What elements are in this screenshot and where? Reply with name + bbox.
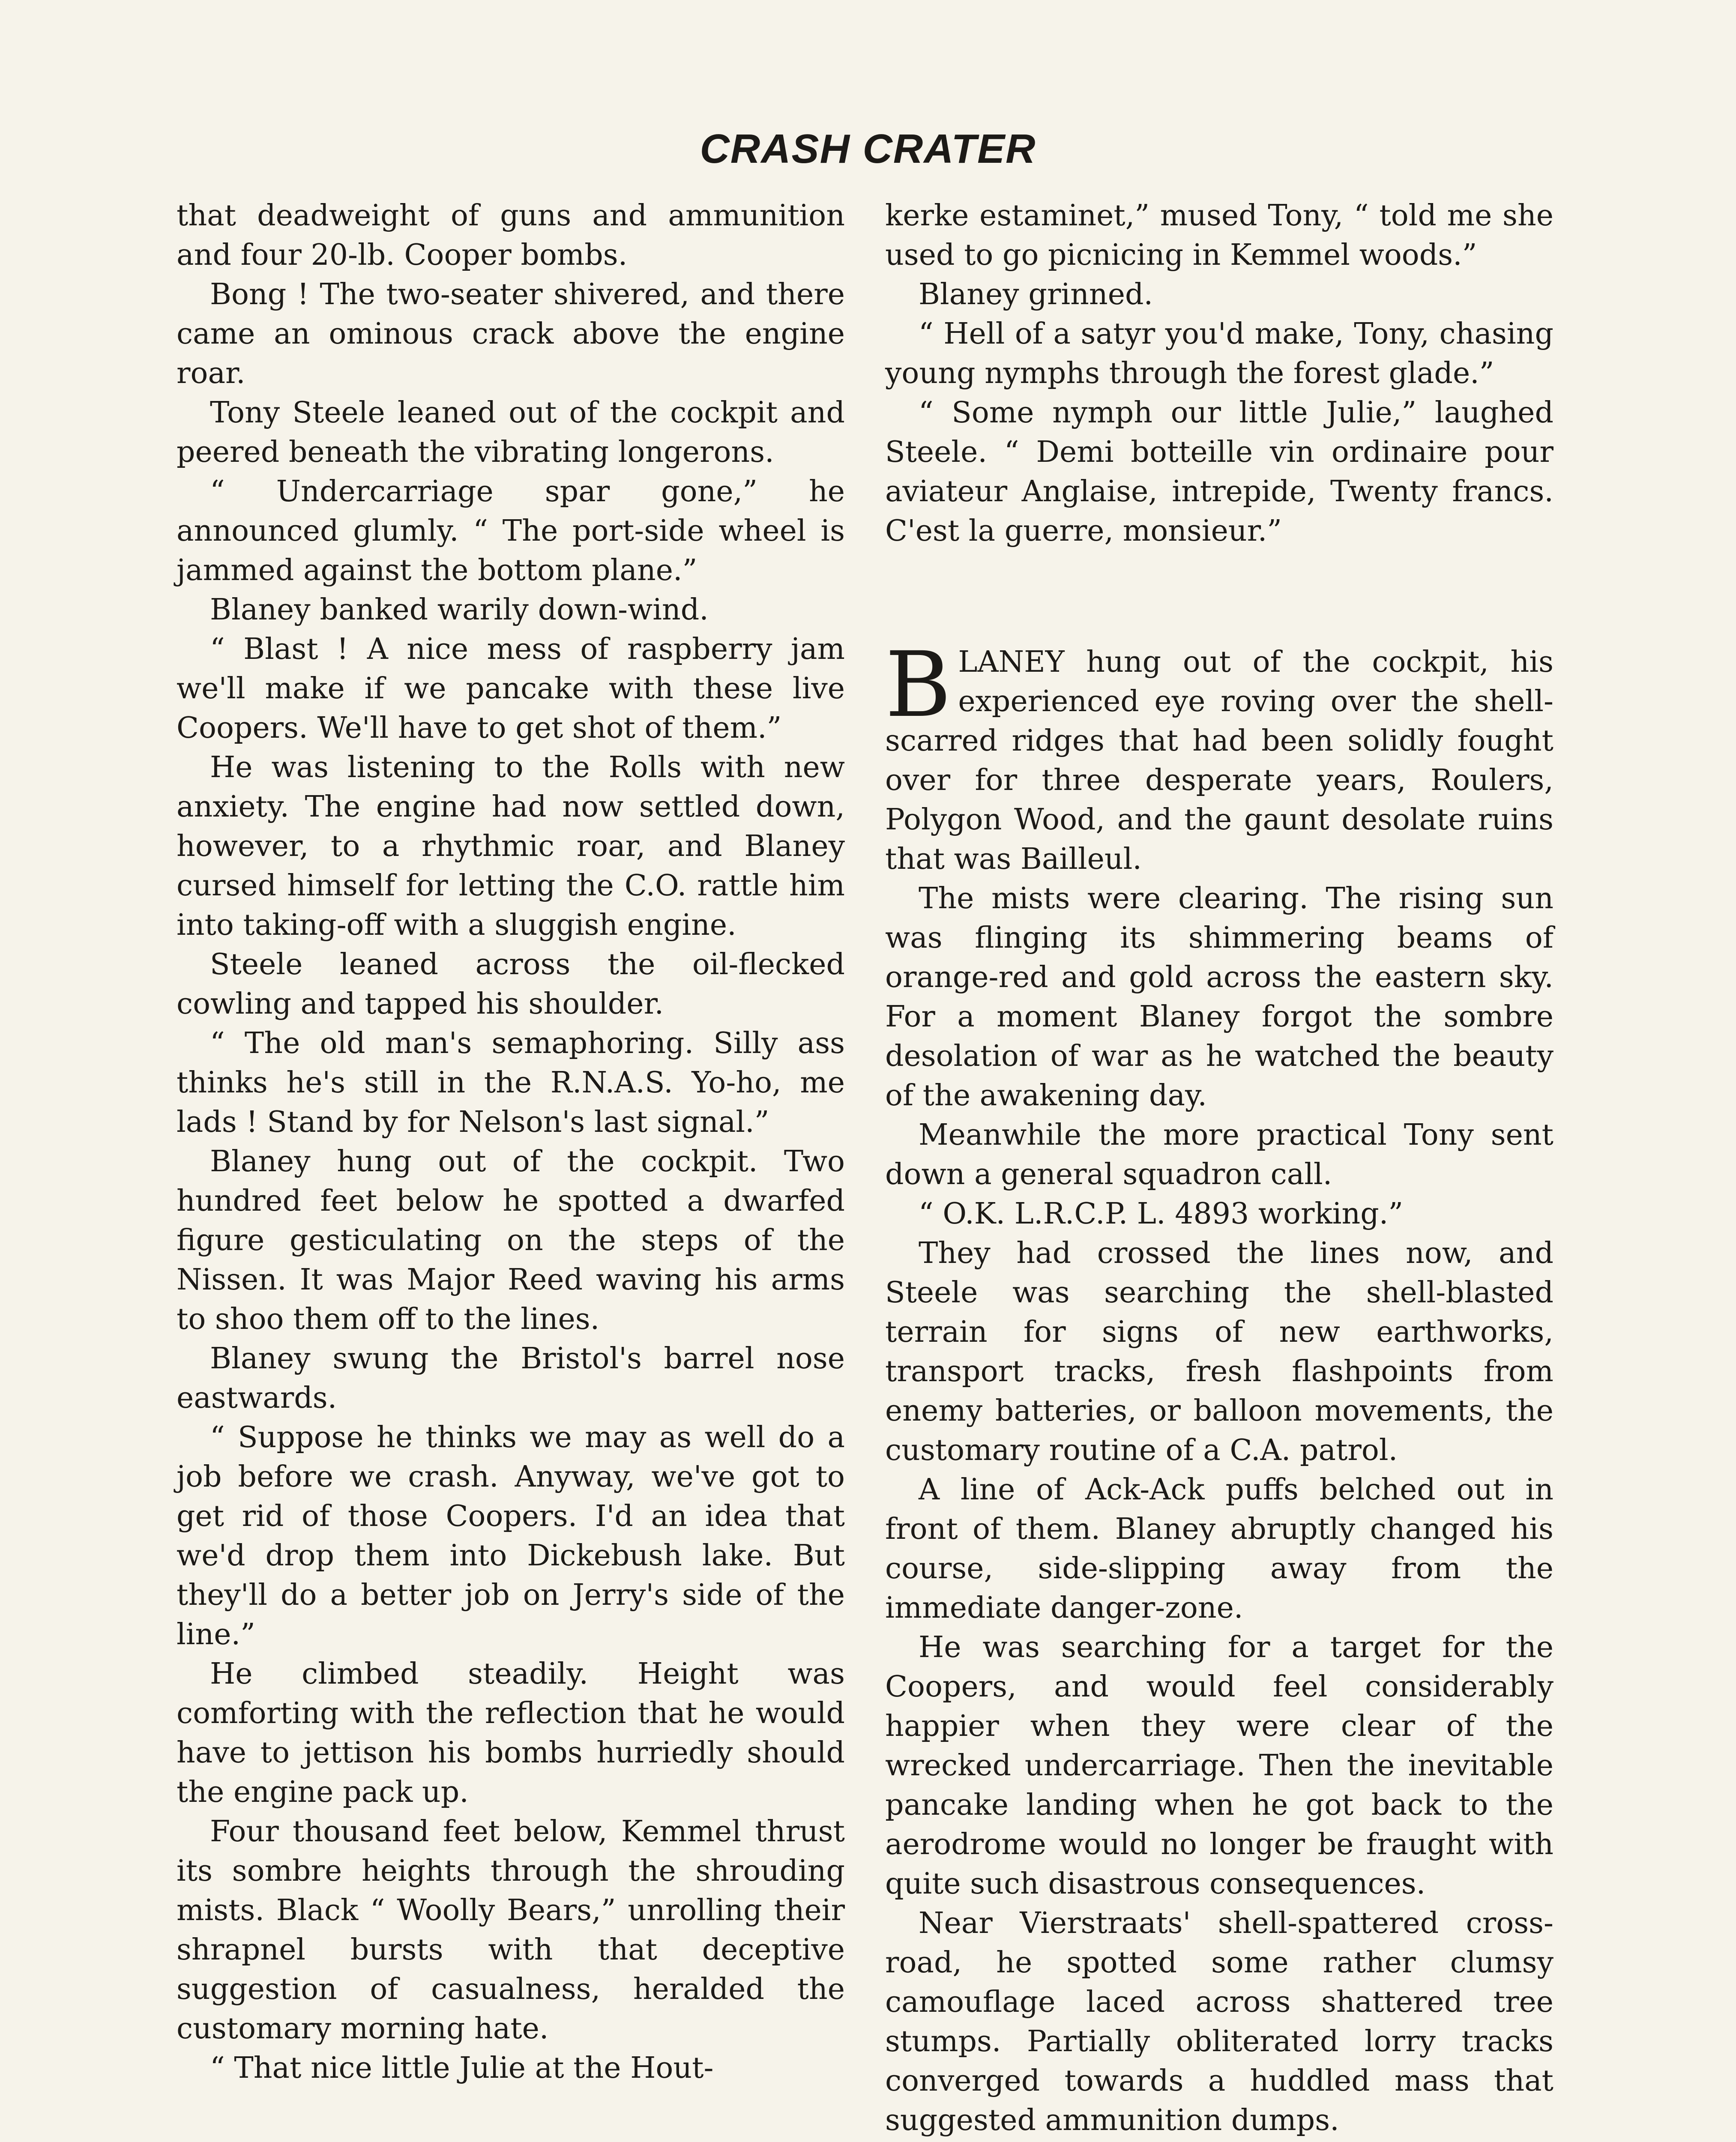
paragraph: “ The old man's semaphoring. Silly ass thinks he's still in the R.N.A.S. Yo-ho, me lads ! Stand by for Nelson's last signal.” bbox=[177, 1026, 845, 1139]
left-column bbox=[177, 196, 845, 2088]
paragraph: Four thousand feet below, Kemmel thrust its sombre heights through the shrouding mists. Black “ Woolly Bears,” unrolling their shrapnel bursts with that deceptive suggestion of casualness, heralded the customary morning hate. bbox=[177, 1815, 845, 2046]
paragraph: Meanwhile the more practical Tony sent down a general squadron call. bbox=[885, 1118, 1553, 1191]
paragraph: Steele leaned across the oil-flecked cowling and tapped his shoulder. bbox=[177, 948, 845, 1021]
paragraph: Blaney banked warily down-wind. bbox=[210, 593, 709, 627]
paragraph: Tony Steele leaned out of the cockpit and peered beneath the vibrating longerons. bbox=[177, 396, 845, 469]
paragraph: “ Hell of a satyr you'd make, Tony, chasing young nymphs through the forest glade.” bbox=[885, 317, 1553, 390]
paragraph: “ Undercarriage spar gone,” he announced glumly. “ The port-side wheel is jammed against the bottom plane.” bbox=[177, 475, 845, 587]
paragraph: They had crossed the lines now, and Steele was searching the shell-blasted terrain for signs of new earthworks, transport tracks, fresh flashpoints from enemy batteries, or balloon movements, the customary routine of a C.A. patrol. bbox=[885, 1236, 1553, 1467]
paragraph: Bong ! The two-seater shivered, and there came an ominous crack above the engine roar. bbox=[177, 278, 845, 390]
paragraph: that deadweight of guns and ammunition and four 20-lb. Cooper bombs. bbox=[177, 199, 845, 272]
section-opening-paragraph bbox=[885, 632, 1553, 879]
page-title: CRASH CRATER bbox=[700, 126, 1036, 172]
paragraph: kerke estaminet,” mused Tony, “ told me she used to go picnicing in Kemmel woods.” bbox=[885, 199, 1553, 272]
section-opening-text: LANEY hung out of the cockpit, his experienced eye roving over the shell-scarred ridges that had been solidly fought over for three desperate years, Roulers, Polygon Wood, and the gaunt desolate ruins that was Bailleul. bbox=[885, 645, 1553, 876]
paragraph: A line of Ack-Ack puffs belched out in front of them. Blaney abruptly changed his course, side-slipping away from the immediate danger-zone. bbox=[885, 1473, 1553, 1625]
paragraph: He was searching for a target for the Coopers, and would feel considerably happier when they were clear of the wrecked undercarriage. Then the inevitable pancake landing when he got back to the aerodrome would no longer be fraught with quite such disastrous consequences. bbox=[885, 1630, 1553, 1901]
paragraph: He was listening to the Rolls with new anxiety. The engine had now settled down, however, to a rhythmic roar, and Blaney cursed himself for letting the C.O. rattle him into taking-off with a sluggish engine. bbox=[177, 751, 845, 942]
paragraph: “ Some nymph our little Julie,” laughed Steele. “ Demi botteille vin ordinaire pour aviateur Anglaise, intrepide, Twenty francs. C'est la guerre, monsieur.” bbox=[885, 396, 1553, 548]
right-column bbox=[885, 196, 1553, 2142]
paragraph: Blaney swung the Bristol's barrel nose eastwards. bbox=[177, 1342, 845, 1415]
paragraph: “ That nice little Julie at the Hout- bbox=[210, 2051, 714, 2085]
paragraph: He climbed steadily. Height was comforting with the reflection that he would have to jettison his bombs hurriedly should the engine pack up. bbox=[177, 1657, 845, 1809]
paragraph: “ O.K. L.R.C.P. L. 4893 working.” bbox=[919, 1197, 1404, 1231]
paragraph: Blaney grinned. bbox=[919, 278, 1153, 311]
paragraph: Blaney hung out of the cockpit. Two hundred feet below he spotted a dwarfed figure gesticulating on the steps of the Nissen. It was Major Reed waving his arms to shoo them off to the lines. bbox=[177, 1145, 845, 1336]
paragraph bbox=[885, 2140, 1553, 2142]
paragraph: Near Vierstraats' shell-spattered cross-road, he spotted some rather clumsy camouflage laced across shattered tree stumps. Partially obliterated lorry tracks converged towards a huddled mass that suggested ammunition dumps. bbox=[885, 1906, 1553, 2137]
drop-cap: B bbox=[885, 632, 952, 737]
paragraph: “ Suppose he thinks we may as well do a job before we crash. Anyway, we've got to get rid of those Coopers. I'd an idea that we'd drop them into Dickebush lake. But they'll do a better job on Jerry's side of the line.” bbox=[177, 1421, 845, 1651]
paragraph: “ Blast ! A nice mess of raspberry jam we'll make if we pancake with these live Coopers. We'll have to get shot of them.” bbox=[177, 632, 845, 745]
paragraph: The mists were clearing. The rising sun was flinging its shimmering beams of orange-red and gold across the eastern sky. For a moment Blaney forgot the sombre desolation of war as he watched the beauty of the awakening day. bbox=[885, 882, 1553, 1113]
